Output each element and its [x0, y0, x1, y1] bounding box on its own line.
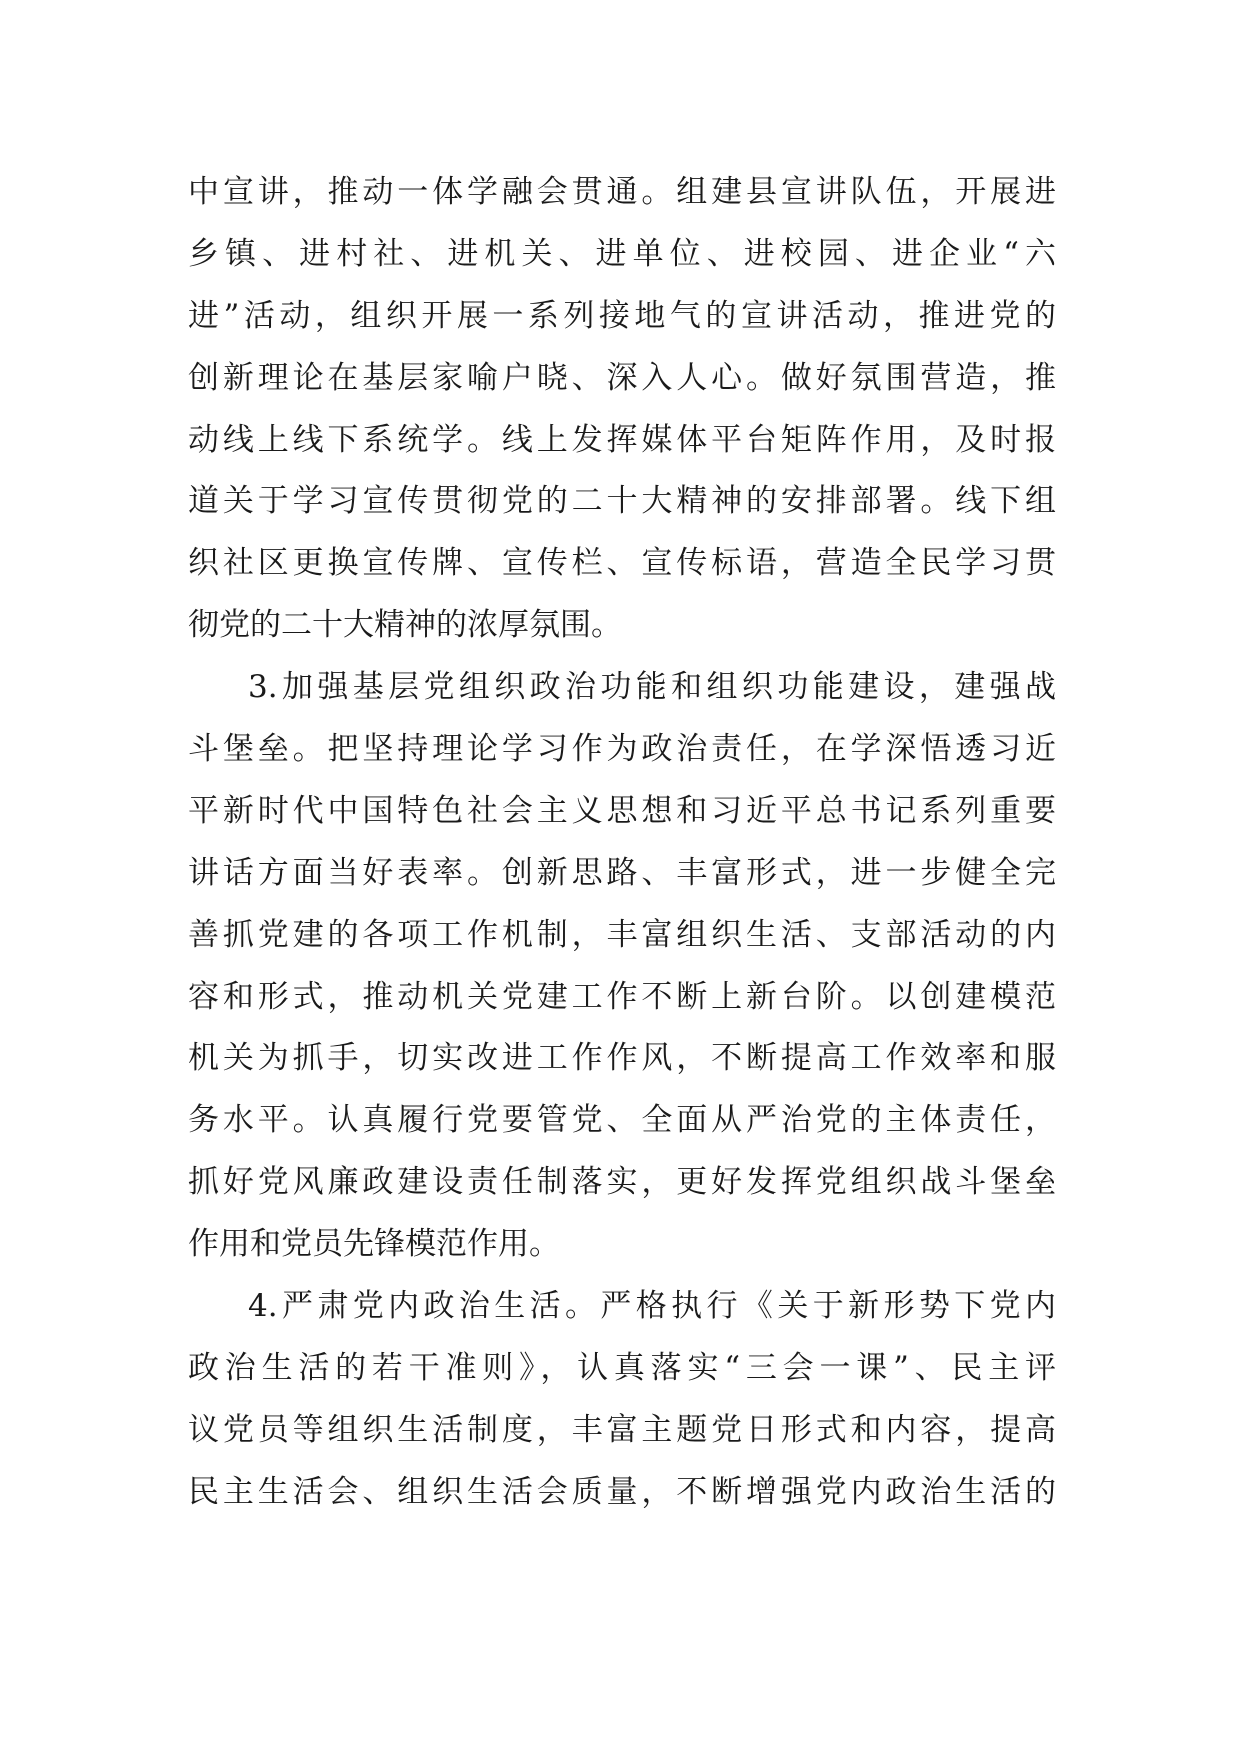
text-line: 进”活动，组织开展一系列接地气的宣讲活动，推进党的	[188, 297, 1056, 334]
text-line: 道关于学习宣传贯彻党的二十大精神的安排部署。线下组	[188, 483, 1056, 520]
text-line: 政治生活的若干准则》，认真落实“三会一课”、民主评	[188, 1349, 1056, 1386]
text-line: 讲话方面当好表率。创新思路、丰富形式，进一步健全完	[188, 854, 1056, 891]
text-line: 善抓党建的各项工作机制，丰富组织生活、支部活动的内	[188, 916, 1056, 953]
document-page	[188, 162, 1056, 1524]
text-line: 议党员等组织生活制度，丰富主题党日形式和内容，提高	[188, 1411, 1056, 1448]
text-line: 抓好党风廉政建设责任制落实，更好发挥党组织战斗堡垒	[188, 1164, 1056, 1201]
text-line: 中宣讲，推动一体学融会贯通。组建县宣讲队伍，开展进	[188, 174, 1056, 210]
text-line: 容和形式，推动机关党建工作不断上新台阶。以创建模范	[188, 978, 1056, 1015]
text-line: 4.严肃党内政治生活。严格执行《关于新形势下党内	[248, 1288, 1056, 1325]
text-line: 平新时代中国特色社会主义思想和习近平总书记系列重要	[188, 792, 1056, 829]
text-line: 织社区更换宣传牌、宣传栏、宣传标语，营造全民学习贯	[188, 545, 1056, 582]
text-line: 机关为抓手，切实改进工作作风，不断提高工作效率和服	[188, 1040, 1056, 1077]
text-line: 创新理论在基层家喻户晓、深入人心。做好氛围营造，推	[188, 359, 1056, 396]
text-line: 作用和党员先锋模范作用。	[188, 1226, 560, 1263]
text-line: 乡镇、进村社、进机关、进单位、进校园、进企业“六	[188, 235, 1056, 272]
text-line: 彻党的二十大精神的浓厚氛围。	[188, 607, 622, 644]
text-line: 斗堡垒。把坚持理论学习作为政治责任，在学深悟透习近	[188, 731, 1056, 768]
text-line: 民主生活会、组织生活会质量，不断增强党内政治生活的	[188, 1473, 1056, 1510]
text-line: 务水平。认真履行党要管党、全面从严治党的主体责任，	[188, 1102, 1056, 1139]
text-line: 3.加强基层党组织政治功能和组织功能建设，建强战	[248, 669, 1056, 706]
text-line: 动线上线下系统学。线上发挥媒体平台矩阵作用，及时报	[188, 421, 1056, 458]
document-body	[188, 162, 1056, 1524]
